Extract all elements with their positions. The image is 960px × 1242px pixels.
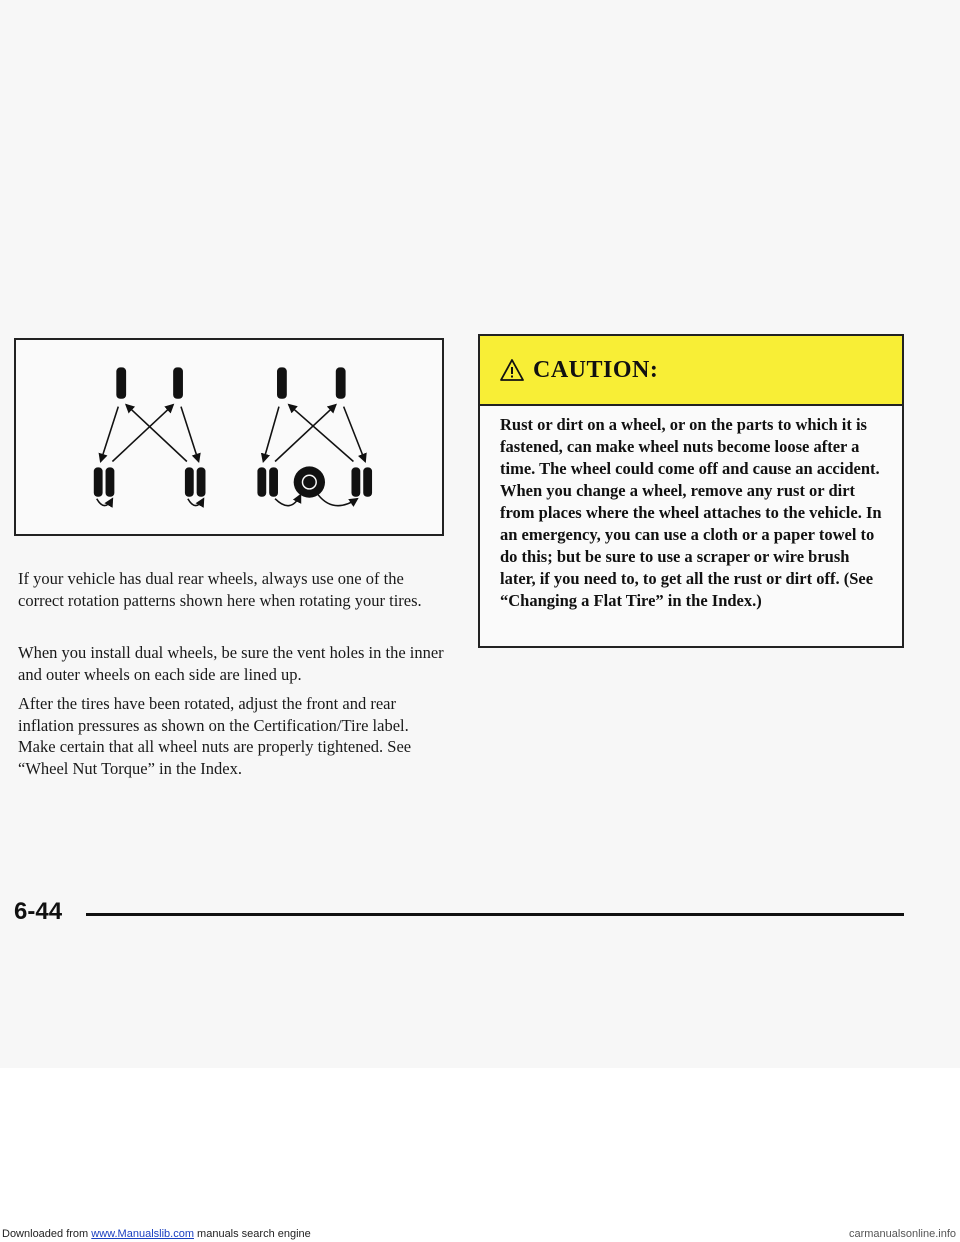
rear-left-outer-tire <box>94 467 103 496</box>
watermark: carmanualsonline.info <box>848 1228 956 1240</box>
downloaded-suffix: manuals search engine <box>197 1228 311 1240</box>
rear-left-inner-tire <box>106 467 115 496</box>
spare-tire-icon <box>294 466 325 497</box>
page-number: 6-44 <box>14 898 63 925</box>
rear-right-outer-tire <box>197 467 206 496</box>
rear-left-outer-tire <box>257 467 266 496</box>
download-source <box>2 1228 311 1240</box>
rotation-pattern-1 <box>94 367 206 505</box>
paragraph-dual-rear-wheels <box>18 568 450 611</box>
footer-rule <box>86 913 904 916</box>
paragraph-vent-holes <box>18 642 450 685</box>
front-left-tire <box>116 367 126 398</box>
caution-text: Rust or dirt on a wheel, or on the parts to which it is fastened, can make wheel nuts become loose after a time. The wheel could come off and cause an accident. When you change a wheel, remove any rust or dirt from places where the wheel attaches to the vehicle. In an emergency, you can use a cloth or a paper towel to do this; but be sure to use a scraper or wire brush later, if you need to, to get all the rust or dirt off. (See “Changing a Flat Tire” in the Index.) <box>500 415 882 610</box>
caution-box <box>478 334 904 648</box>
paragraph-inflation-pressures <box>18 693 450 779</box>
paragraph-text: When you install dual wheels, be sure the vent holes in the inner and outer wheels on each side are lined up. <box>18 643 444 684</box>
paragraph-text: If your vehicle has dual rear wheels, always use one of the correct rotation patterns shown here when rotating your tires. <box>18 569 422 610</box>
caution-title: CAUTION: <box>533 356 659 383</box>
caution-header <box>480 336 902 406</box>
front-right-tire <box>336 367 346 398</box>
rear-right-inner-tire <box>351 467 360 496</box>
downloaded-prefix: Downloaded from <box>2 1228 89 1240</box>
rear-left-inner-tire <box>269 467 278 496</box>
front-right-tire <box>173 367 183 398</box>
tire-rotation-diagram <box>14 338 444 536</box>
manualslib-link[interactable]: www.Manualslib.com <box>91 1228 194 1240</box>
front-left-tire <box>277 367 287 398</box>
rear-right-inner-tire <box>185 467 194 496</box>
warning-triangle-icon <box>500 359 524 381</box>
paragraph-text: After the tires have been rotated, adjust the front and rear inflation pressures as shown on the Certification/Tire label. Make certain that all wheel nuts are properly tightened. See “Wheel Nut Torque” in the Index. <box>18 694 412 778</box>
rear-right-outer-tire <box>363 467 372 496</box>
rotation-pattern-2 <box>257 367 372 505</box>
